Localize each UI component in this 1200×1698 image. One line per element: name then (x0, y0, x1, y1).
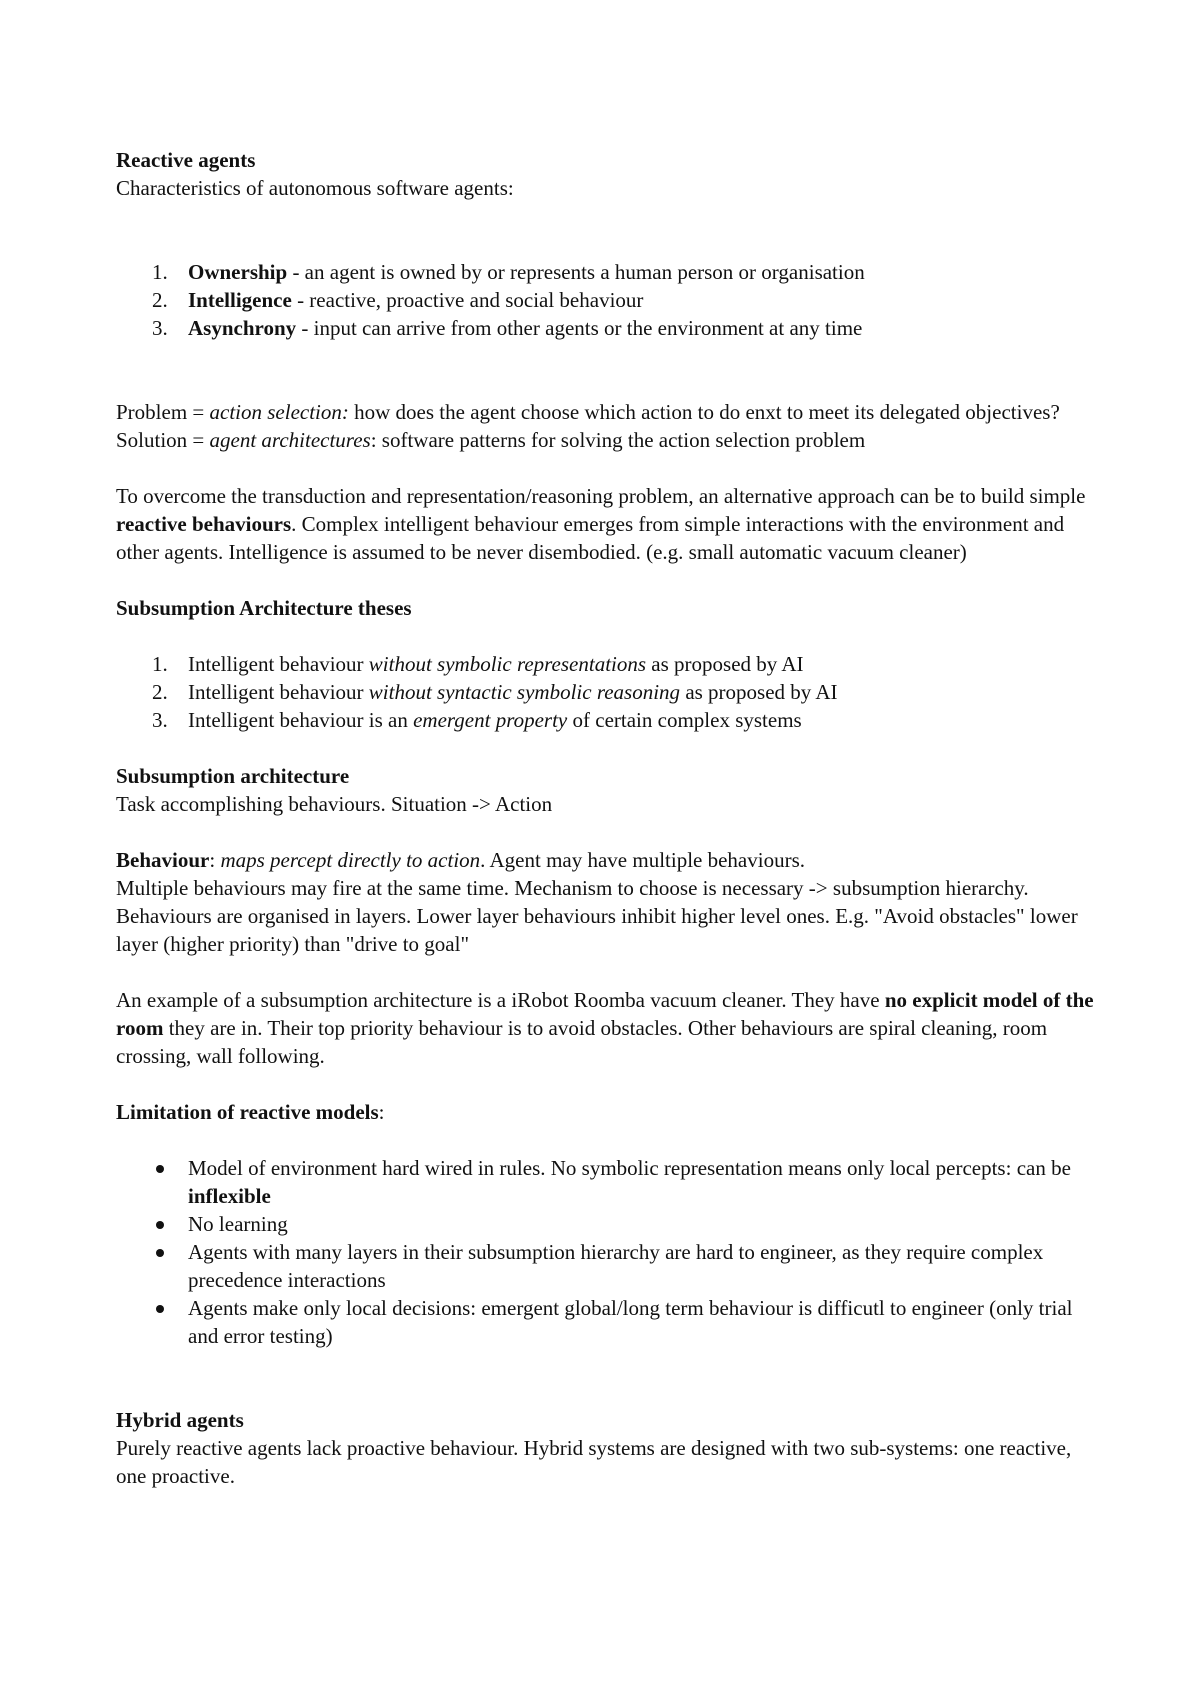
overcome-text: To overcome the transduction and representation/reasoning problem, an alternative approach can be to build simple (116, 484, 1086, 508)
thesis-emphasis: emergent property (413, 708, 568, 732)
limitation-title: Limitation of reactive models (116, 1100, 379, 1124)
behaviour-text: . Agent may have multiple behaviours. (480, 848, 805, 872)
list-item (116, 678, 1106, 706)
thesis-emphasis: without syntactic symbolic reasoning (368, 680, 681, 704)
list-item (116, 650, 1106, 678)
list-number: 3. (152, 316, 168, 340)
bullet-icon (156, 1221, 164, 1229)
list-item (116, 1238, 1106, 1294)
bullet-icon (156, 1305, 164, 1313)
solution-label: Solution = (116, 428, 210, 452)
example-text: An example of a subsumption architecture is a iRobot Roomba vacuum cleaner. They have (116, 988, 885, 1012)
limitation-bold: inflexible (188, 1184, 271, 1208)
term-description: - reactive, proactive and social behaviour (291, 288, 644, 312)
limitation-text: Model of environment hard wired in rules. No symbolic representation means only local percepts: can be (188, 1156, 1071, 1180)
list-number: 2. (152, 680, 168, 704)
term: Intelligence (188, 288, 292, 312)
bullet-icon (156, 1249, 164, 1257)
behaviour-term: Behaviour (116, 848, 210, 872)
document-page (116, 146, 1106, 1490)
thesis-text: Intelligent behaviour is an (188, 708, 414, 732)
intro-text: Characteristics of autonomous software agents: (116, 176, 514, 200)
example-paragraph (116, 986, 1106, 1070)
thesis-text-end: as proposed by AI (646, 652, 804, 676)
heading-hybrid: Hybrid agents (116, 1408, 244, 1432)
example-bold: no explicit model of the room (116, 988, 1094, 1040)
thesis-text-end: of certain complex systems (567, 708, 802, 732)
bullet-icon (156, 1165, 164, 1173)
term: Ownership (188, 260, 288, 284)
behaviour-paragraph-2: Multiple behaviours may fire at the same time. Mechanism to choose is necessary -> subsumption hierarchy. Behaviours are organised in layers. Lower layer behaviours inhibit higher level ones. E.g. "Avoid obstacles" lower layer (higher priority) than "drive to goal" (116, 876, 1078, 956)
behaviour-colon: : (209, 848, 221, 872)
thesis-emphasis: without symbolic representations (368, 652, 647, 676)
list-number: 1. (152, 260, 168, 284)
limitation-list (116, 1154, 1106, 1350)
behaviour-paragraph (116, 846, 1106, 874)
limitation-text: No learning (188, 1212, 288, 1236)
term: Asynchrony (188, 316, 297, 340)
list-item (116, 1294, 1106, 1350)
list-number: 1. (152, 652, 168, 676)
term-description: - an agent is owned by or represents a human person or organisation (287, 260, 865, 284)
limitation-colon: : (378, 1100, 385, 1124)
term-description: - input can arrive from other agents or the environment at any time (296, 316, 863, 340)
overcome-text-end: . Complex intelligent behaviour emerges from simple interactions with the environment and other agents. Intelligence is assumed to be never disembodied. (e.g. small automatic vacuum cleaner) (116, 512, 1065, 564)
list-number: 2. (152, 288, 168, 312)
limitation-text: Agents with many layers in their subsumption hierarchy are hard to engineer, as they require complex precedence interactions (188, 1240, 1044, 1292)
list-number: 3. (152, 708, 168, 732)
list-item (116, 1154, 1106, 1210)
thesis-text-end: as proposed by AI (680, 680, 838, 704)
list-item (116, 314, 1106, 342)
problem-paragraph (116, 398, 1106, 426)
thesis-text: Intelligent behaviour (188, 680, 369, 704)
limitation-text: Agents make only local decisions: emergent global/long term behaviour is difficutl to engineer (only trial and error testing) (188, 1296, 1073, 1348)
problem-text: how does the agent choose which action to do enxt to meet its delegated objectives? (348, 400, 1060, 424)
list-item (116, 258, 1106, 286)
list-item (116, 1210, 1106, 1238)
list-item (116, 706, 1106, 734)
heading-limitation (116, 1098, 1106, 1126)
heading-subsumption: Subsumption architecture (116, 764, 350, 788)
characteristics-list (116, 258, 1106, 342)
heading-reactive-agents: Reactive agents (116, 148, 256, 172)
subsumption-text: Task accomplishing behaviours. Situation -> Action (116, 792, 553, 816)
problem-label: Problem = (116, 400, 210, 424)
problem-term: action selection: (209, 400, 349, 424)
list-item (116, 286, 1106, 314)
hybrid-text: Purely reactive agents lack proactive behaviour. Hybrid systems are designed with two sub-systems: one reactive, one proactive. (116, 1436, 1072, 1488)
solution-text: : software patterns for solving the action selection problem (370, 428, 866, 452)
thesis-text: Intelligent behaviour (188, 652, 369, 676)
example-text-end: they are in. Their top priority behaviour is to avoid obstacles. Other behaviours are spiral cleaning, room crossing, wall following. (116, 1016, 1048, 1068)
behaviour-definition: maps percept directly to action (220, 848, 481, 872)
overcome-paragraph (116, 482, 1106, 566)
heading-theses: Subsumption Architecture theses (116, 596, 412, 620)
solution-term: agent architectures (209, 428, 371, 452)
overcome-bold: reactive behaviours (116, 512, 292, 536)
solution-paragraph (116, 426, 1106, 454)
theses-list (116, 650, 1106, 734)
